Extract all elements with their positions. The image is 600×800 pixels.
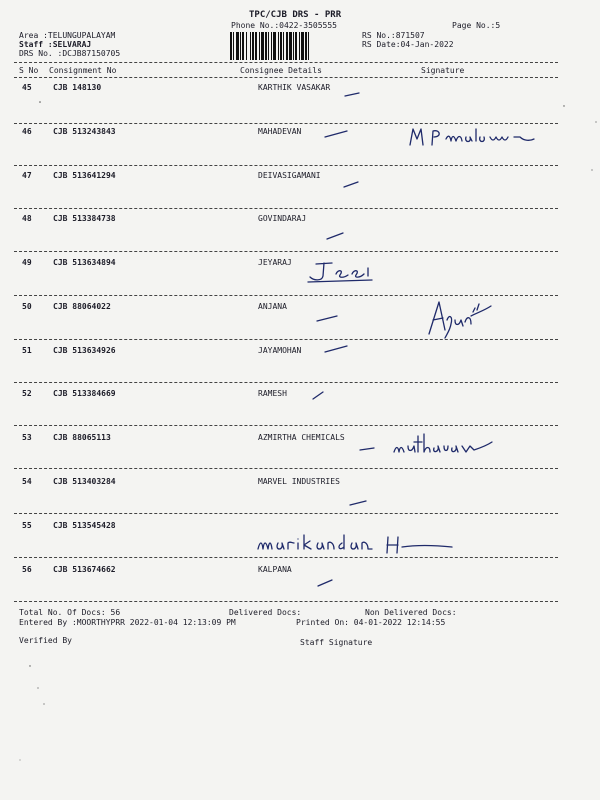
consignee-name: JAYAMOHAN	[258, 346, 302, 355]
consignee-name: KALPANA	[258, 565, 292, 574]
staff-signature-label: Staff Signature	[300, 638, 373, 647]
consignment-number: CJB 513641294	[53, 171, 116, 180]
total-docs: Total No. Of Docs: 56	[19, 608, 121, 617]
consignment-number: CJB 513634926	[53, 346, 116, 355]
serial-number: 47	[22, 171, 32, 180]
entered-by: Entered By :MOORTHYPRR 2022-01-04 12:13:09 PM	[19, 618, 236, 627]
serial-number: 55	[22, 521, 32, 530]
non-delivered-docs: Non Delivered Docs:	[365, 608, 457, 617]
consignment-number: CJB 148130	[53, 83, 102, 92]
serial-number: 51	[22, 346, 32, 355]
consignment-number: CJB 513384738	[53, 214, 116, 223]
serial-number: 46	[22, 127, 32, 136]
consignee-name: GOVINDARAJ	[258, 214, 307, 223]
consignment-number: CJB 513243843	[53, 127, 116, 136]
consignee-name: RAMESH	[258, 389, 287, 398]
rs-date: RS Date:04-Jan-2022	[362, 40, 454, 49]
serial-number: 56	[22, 565, 32, 574]
area-label: Area :TELUNGUPALAYAM	[19, 31, 116, 40]
consignment-number: CJB 513384669	[53, 389, 116, 398]
phone-number: Phone No.:0422-3505555	[231, 21, 337, 30]
consignment-number: CJB 88065113	[53, 433, 111, 442]
document-title: TPC/CJB DRS - PRR	[249, 10, 342, 20]
consignment-number: CJB 513674662	[53, 565, 116, 574]
col-header-consignment: Consignment No	[49, 66, 117, 75]
consignment-number: CJB 88064022	[53, 302, 111, 311]
consignee-name: DEIVASIGAMANI	[258, 171, 321, 180]
serial-number: 45	[22, 83, 32, 92]
rs-number: RS No.:871507	[362, 31, 425, 40]
serial-number: 53	[22, 433, 32, 442]
consignment-number: CJB 513403284	[53, 477, 116, 486]
staff-label: Staff :SELVARAJ	[19, 40, 92, 49]
consignment-number: CJB 513634894	[53, 258, 116, 267]
col-header-signature: Signature	[421, 66, 465, 75]
col-header-sno: S No	[19, 66, 39, 75]
consignee-name: ANJANA	[258, 302, 287, 311]
serial-number: 52	[22, 389, 32, 398]
serial-number: 54	[22, 477, 32, 486]
verified-by: Verified By	[19, 636, 72, 645]
delivered-docs: Delivered Docs:	[229, 608, 302, 617]
page-number: Page No.:5	[452, 21, 501, 30]
consignee-name: JEYARAJ	[258, 258, 292, 267]
serial-number: 49	[22, 258, 32, 267]
printed-on: Printed On: 04-01-2022 12:14:55	[296, 618, 446, 627]
consignee-name: AZMIRTHA CHEMICALS	[258, 433, 345, 442]
consignee-name: MARVEL INDUSTRIES	[258, 477, 340, 486]
consignee-name: MAHADEVAN	[258, 127, 302, 136]
consignee-name: KARTHIK VASAKAR	[258, 83, 331, 92]
serial-number: 50	[22, 302, 32, 311]
consignment-number: CJB 513545428	[53, 521, 116, 530]
drs-number: DRS No. :DCJB87150705	[19, 49, 121, 58]
serial-number: 48	[22, 214, 32, 223]
col-header-consignee: Consignee Details	[240, 66, 322, 75]
